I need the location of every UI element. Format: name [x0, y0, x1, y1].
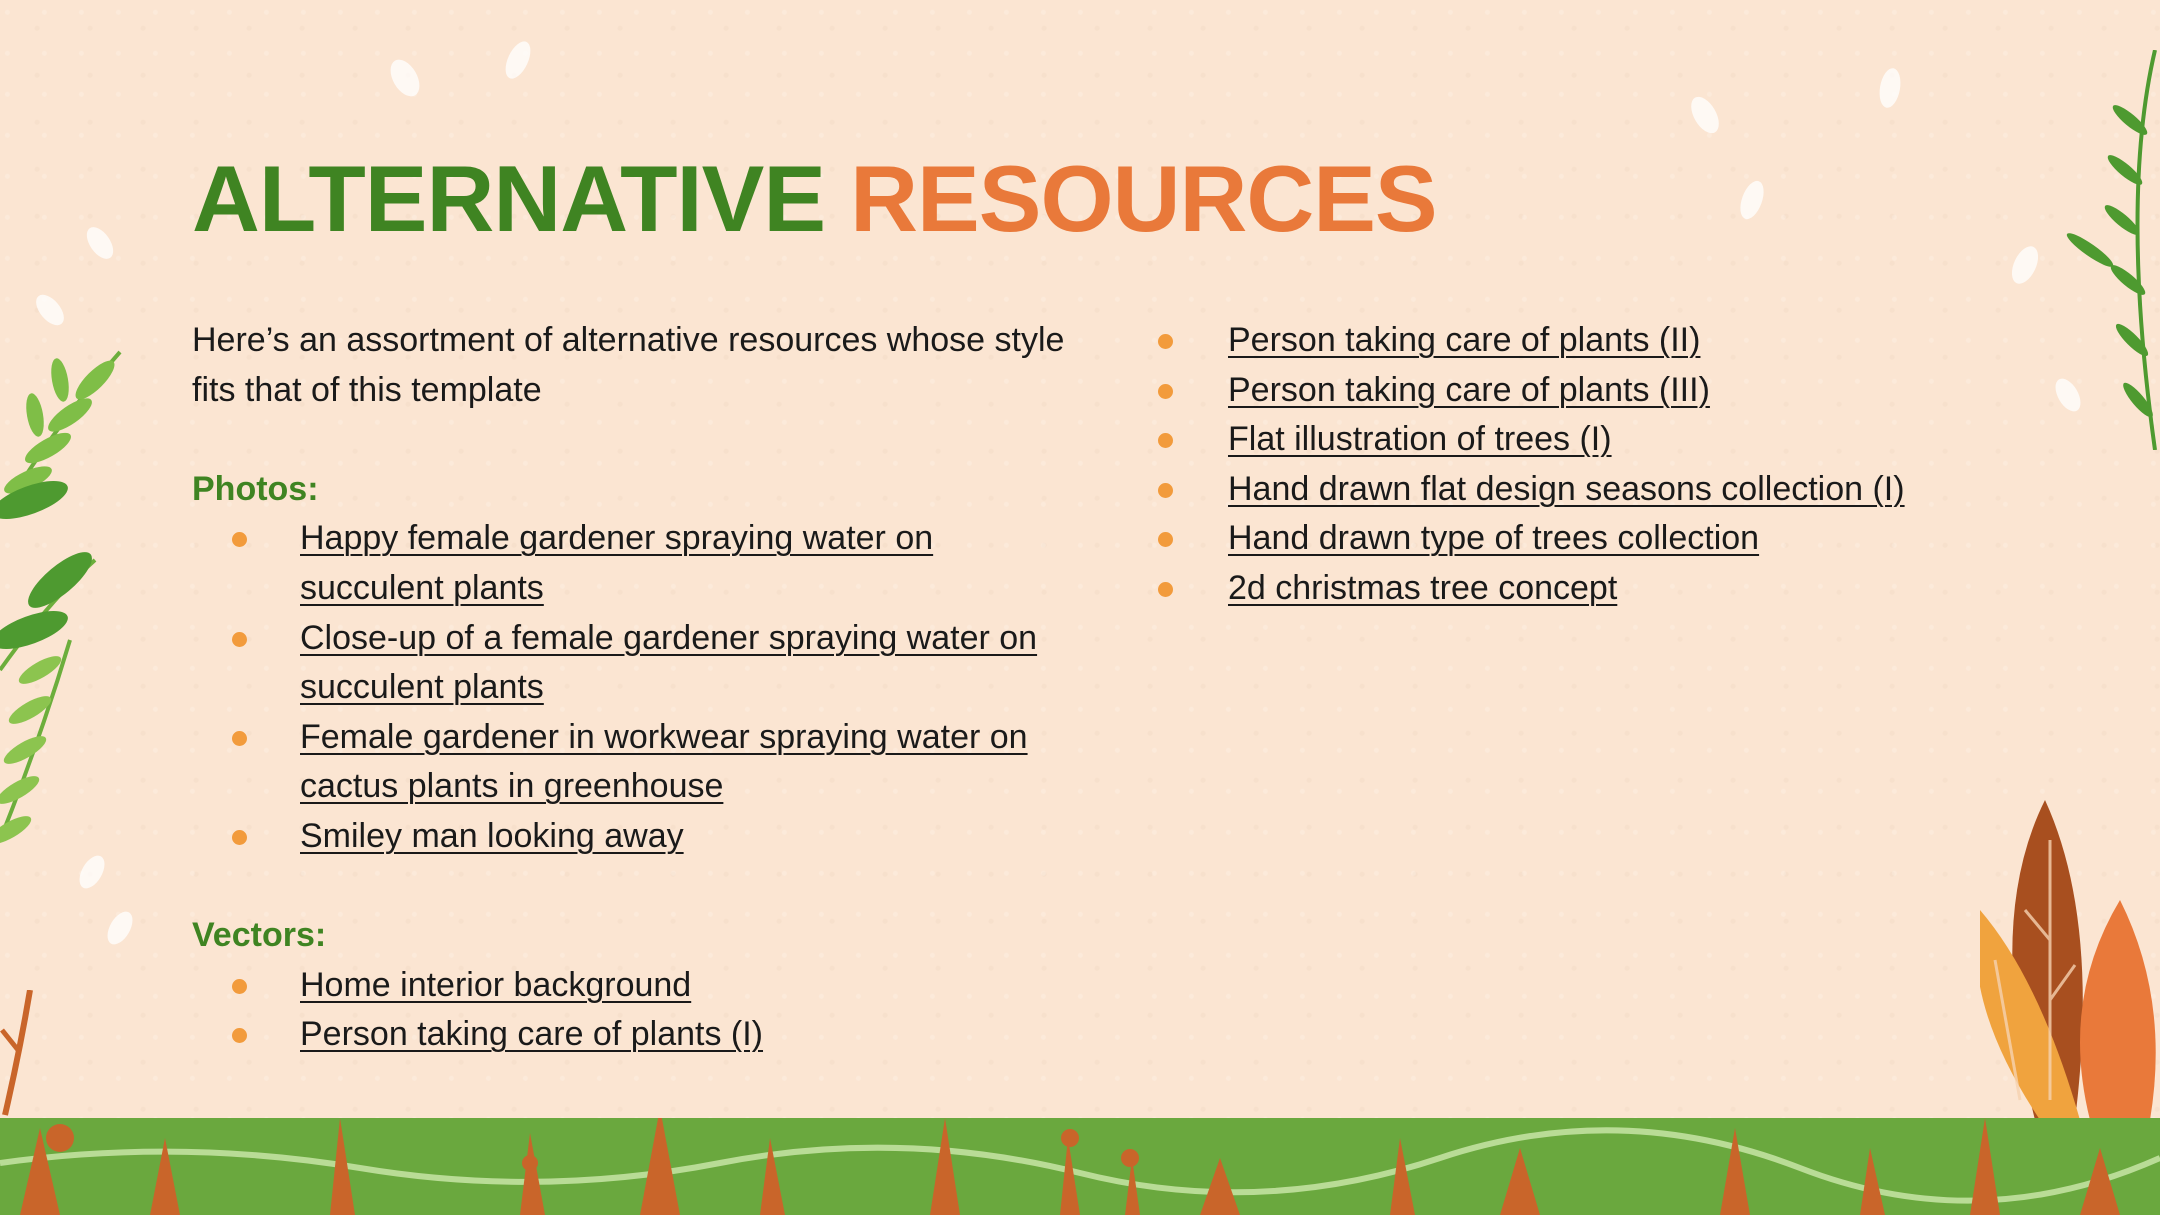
vectors-list-left — [192, 961, 1072, 1060]
list-item — [1150, 465, 2030, 515]
left-column — [192, 316, 1072, 1060]
title-word-alternative: ALTERNATIVE — [192, 146, 826, 251]
intro-text: Here’s an assortment of alternative resources whose style fits that of this template — [192, 321, 1065, 409]
list-item — [192, 1010, 1072, 1060]
list-item — [1150, 415, 2030, 465]
slide-title — [192, 146, 1437, 251]
spacer — [192, 862, 1072, 912]
resource-link[interactable]: Female gardener in workwear spraying water on cactus plants in greenhouse — [300, 717, 1028, 806]
list-item — [1150, 366, 2030, 416]
resource-link[interactable]: Happy female gardener spraying water on succulent plants — [300, 519, 934, 607]
resource-link[interactable]: 2d christmas tree concept — [1228, 568, 1618, 607]
title-word-resources: RESOURCES — [850, 146, 1437, 251]
right-column — [1150, 316, 2030, 614]
list-item — [192, 713, 1072, 812]
list-item — [192, 514, 1072, 613]
photos-list — [192, 514, 1072, 861]
vectors-list-right — [1150, 316, 2030, 614]
photos-heading: Photos: — [192, 469, 319, 508]
list-item — [192, 961, 1072, 1011]
list-item — [1150, 316, 2030, 366]
resource-link[interactable]: Smiley man looking away — [300, 816, 684, 855]
resource-link[interactable]: Person taking care of plants (I) — [300, 1015, 764, 1054]
resource-link[interactable]: Flat illustration of trees (I) — [1228, 420, 1612, 459]
list-item — [1150, 514, 2030, 564]
list-item — [1150, 564, 2030, 614]
list-item — [192, 614, 1072, 713]
ground-strip-decoration — [0, 1118, 2160, 1215]
vectors-heading: Vectors: — [192, 916, 327, 955]
resource-link[interactable]: Close-up of a female gardener spraying water on succulent plants — [300, 618, 1038, 707]
resource-link[interactable]: Hand drawn type of trees collection — [1228, 519, 1760, 558]
resource-link[interactable]: Person taking care of plants (III) — [1228, 370, 1710, 409]
resource-link[interactable]: Hand drawn flat design seasons collection (I) — [1228, 469, 1905, 508]
spacer — [192, 415, 1072, 465]
resource-link[interactable]: Person taking care of plants (II) — [1228, 321, 1701, 359]
resource-link[interactable]: Home interior background — [300, 965, 692, 1004]
list-item — [192, 812, 1072, 862]
